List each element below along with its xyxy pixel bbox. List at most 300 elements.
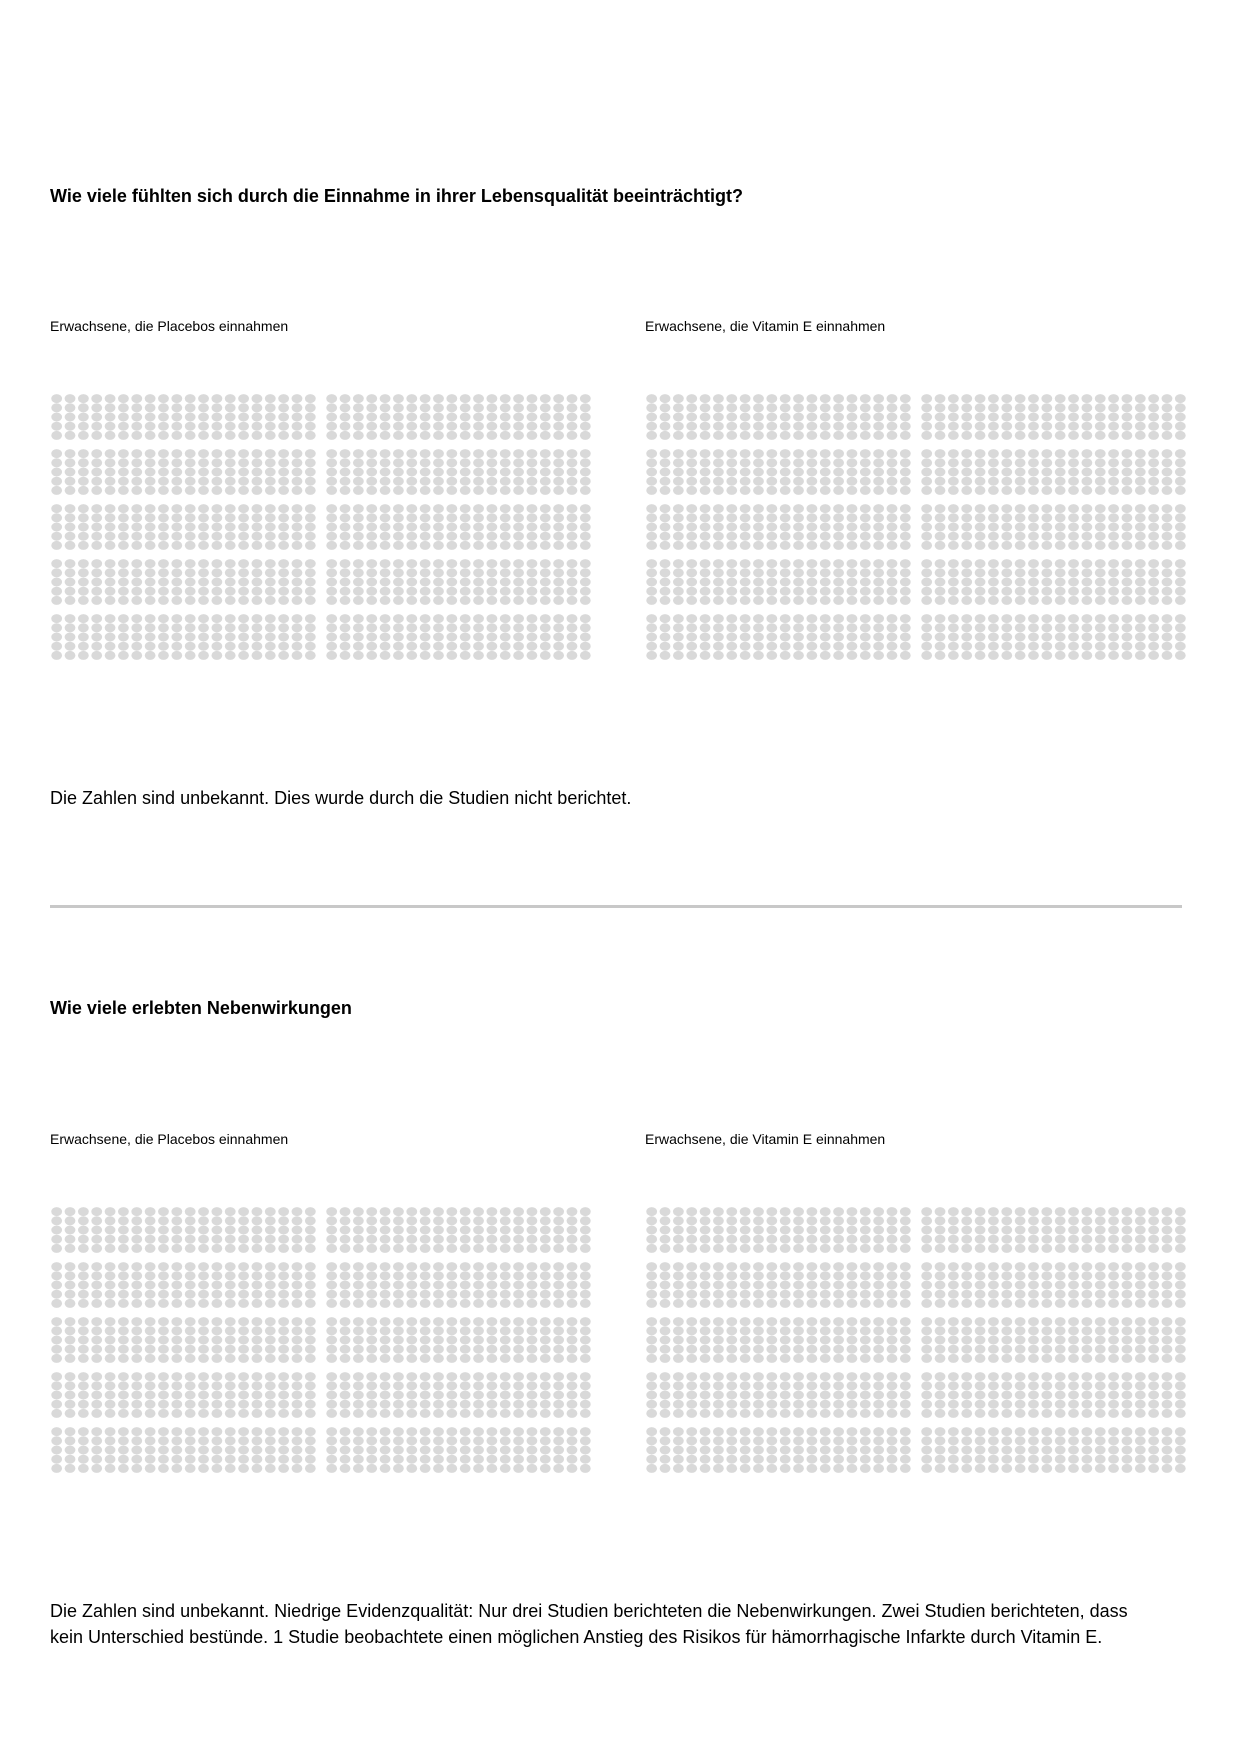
person-dot	[78, 1464, 89, 1473]
person-dot	[65, 513, 76, 522]
person-dot	[118, 523, 129, 532]
person-dot	[486, 1354, 497, 1363]
person-dot	[1175, 1400, 1186, 1409]
person-dot	[673, 1299, 684, 1308]
person-dot	[340, 1244, 351, 1253]
person-dot	[1001, 413, 1012, 422]
person-dot	[873, 578, 884, 587]
person-dot	[1015, 623, 1026, 632]
person-dot	[51, 523, 62, 532]
person-dot	[65, 1299, 76, 1308]
person-dot	[406, 1409, 417, 1418]
person-dot	[1081, 1455, 1092, 1464]
person-dot	[1135, 394, 1146, 403]
person-dot	[500, 1244, 511, 1253]
person-dot	[847, 1381, 858, 1390]
person-dot	[446, 1381, 457, 1390]
person-dot	[1015, 504, 1026, 513]
person-dot	[873, 422, 884, 431]
person-dot	[887, 1381, 898, 1390]
person-dot	[1148, 578, 1159, 587]
person-dot	[553, 1391, 564, 1400]
person-dot	[975, 1244, 986, 1253]
person-dot	[433, 541, 444, 550]
person-dot	[353, 1262, 364, 1271]
person-dot	[380, 1345, 391, 1354]
person-dot	[500, 1317, 511, 1326]
person-dot	[1095, 532, 1106, 541]
person-dot	[171, 1455, 182, 1464]
person-dot	[158, 532, 169, 541]
person-dot	[793, 1427, 804, 1436]
person-dot	[833, 523, 844, 532]
person-dot	[292, 477, 303, 486]
person-dot	[1095, 1290, 1106, 1299]
person-dot	[252, 394, 263, 403]
person-dot	[473, 1207, 484, 1216]
person-dot	[793, 1436, 804, 1445]
person-dot	[820, 1326, 831, 1335]
person-dot	[433, 523, 444, 532]
person-dot	[1122, 523, 1133, 532]
person-dot	[873, 1326, 884, 1335]
person-dot	[567, 458, 578, 467]
person-dot	[900, 523, 911, 532]
person-dot	[873, 413, 884, 422]
person-dot	[833, 1235, 844, 1244]
person-dot	[988, 431, 999, 440]
person-dot	[567, 1207, 578, 1216]
person-dot	[105, 504, 116, 513]
person-dot	[185, 394, 196, 403]
person-dot	[145, 1271, 156, 1280]
person-dot	[131, 1244, 142, 1253]
person-dot	[806, 633, 817, 642]
person-dot	[833, 1290, 844, 1299]
person-dot	[948, 1235, 959, 1244]
person-dot	[305, 1345, 316, 1354]
person-dot	[513, 1345, 524, 1354]
person-dot	[900, 1244, 911, 1253]
person-dot	[65, 568, 76, 577]
person-dot	[580, 1455, 591, 1464]
person-dot	[78, 578, 89, 587]
group-label-vitamin-e: Erwachsene, die Vitamin E einnahmen	[645, 1131, 886, 1147]
person-dot	[847, 504, 858, 513]
person-dot	[900, 1216, 911, 1225]
person-dot	[252, 422, 263, 431]
person-dot	[513, 1354, 524, 1363]
person-dot	[1081, 1216, 1092, 1225]
person-dot	[211, 1207, 222, 1216]
person-dot	[1028, 587, 1039, 596]
person-dot	[446, 1271, 457, 1280]
person-dot	[171, 486, 182, 495]
person-dot	[887, 1455, 898, 1464]
person-dot	[393, 1281, 404, 1290]
person-dot	[1095, 1391, 1106, 1400]
person-dot	[646, 403, 657, 412]
person-dot	[198, 642, 209, 651]
person-dot	[713, 532, 724, 541]
person-dot	[118, 1317, 129, 1326]
person-dot	[713, 651, 724, 660]
person-dot	[686, 394, 697, 403]
person-dot	[700, 1372, 711, 1381]
person-dot	[860, 1235, 871, 1244]
person-dot	[820, 1391, 831, 1400]
person-dot	[198, 578, 209, 587]
person-dot	[887, 1446, 898, 1455]
person-dot	[553, 1235, 564, 1244]
person-dot	[567, 1391, 578, 1400]
person-dot	[513, 1372, 524, 1381]
person-dot	[873, 1271, 884, 1280]
person-dot	[158, 614, 169, 623]
person-dot	[91, 1409, 102, 1418]
person-dot	[1041, 468, 1052, 477]
person-dot	[1041, 1345, 1052, 1354]
person-dot	[1081, 1299, 1092, 1308]
person-dot	[420, 1354, 431, 1363]
person-dot	[1122, 651, 1133, 660]
person-dot	[553, 651, 564, 660]
person-dot	[305, 1354, 316, 1363]
person-dot	[1148, 1354, 1159, 1363]
person-dot	[238, 1409, 249, 1418]
person-dot	[486, 504, 497, 513]
person-dot	[975, 523, 986, 532]
person-dot	[51, 578, 62, 587]
person-dot	[961, 513, 972, 522]
person-dot	[486, 1216, 497, 1225]
person-dot	[1015, 633, 1026, 642]
person-dot	[1055, 1391, 1066, 1400]
person-dot	[65, 477, 76, 486]
person-dot	[1135, 587, 1146, 596]
person-dot	[305, 1336, 316, 1345]
person-dot	[393, 1271, 404, 1280]
person-dot	[948, 449, 959, 458]
person-dot	[1148, 1207, 1159, 1216]
person-dot	[292, 458, 303, 467]
person-dot	[1015, 1354, 1026, 1363]
person-dot	[975, 1372, 986, 1381]
person-dot	[278, 1446, 289, 1455]
person-dot	[393, 504, 404, 513]
person-dot	[158, 578, 169, 587]
person-dot	[726, 422, 737, 431]
person-dot	[1122, 1345, 1133, 1354]
person-dot	[91, 1317, 102, 1326]
person-dot	[105, 1436, 116, 1445]
person-dot	[1015, 449, 1026, 458]
person-dot	[1028, 1299, 1039, 1308]
person-dot	[366, 578, 377, 587]
person-dot	[1015, 578, 1026, 587]
person-dot	[660, 559, 671, 568]
person-dot	[646, 1281, 657, 1290]
person-dot	[833, 633, 844, 642]
person-dot	[806, 587, 817, 596]
person-dot	[806, 1464, 817, 1473]
person-dot	[948, 1427, 959, 1436]
person-dot	[873, 513, 884, 522]
dot-grid-placebo	[50, 1207, 592, 1473]
person-dot	[948, 1299, 959, 1308]
person-dot	[1122, 1235, 1133, 1244]
person-dot	[847, 513, 858, 522]
person-dot	[513, 596, 524, 605]
person-dot	[1081, 1271, 1092, 1280]
person-dot	[252, 1290, 263, 1299]
person-dot	[158, 1281, 169, 1290]
person-dot	[686, 413, 697, 422]
person-dot	[198, 1271, 209, 1280]
person-dot	[486, 1299, 497, 1308]
person-dot	[91, 486, 102, 495]
person-dot	[406, 449, 417, 458]
person-dot	[460, 1235, 471, 1244]
person-dot	[673, 1464, 684, 1473]
person-dot	[1028, 623, 1039, 632]
person-dot	[225, 1409, 236, 1418]
person-dot	[340, 403, 351, 412]
person-dot	[580, 1281, 591, 1290]
person-dot	[225, 596, 236, 605]
person-dot	[406, 578, 417, 587]
person-dot	[340, 1226, 351, 1235]
section-divider	[50, 905, 1182, 908]
person-dot	[660, 513, 671, 522]
person-dot	[473, 642, 484, 651]
person-dot	[238, 1400, 249, 1409]
person-dot	[105, 1271, 116, 1280]
person-dot	[580, 468, 591, 477]
person-dot	[793, 413, 804, 422]
person-dot	[65, 1455, 76, 1464]
person-dot	[793, 1244, 804, 1253]
person-dot	[78, 1281, 89, 1290]
person-dot	[366, 486, 377, 495]
person-dot	[1081, 449, 1092, 458]
person-dot	[366, 1381, 377, 1390]
person-dot	[726, 1455, 737, 1464]
person-dot	[553, 541, 564, 550]
person-dot	[793, 458, 804, 467]
person-dot	[766, 596, 777, 605]
person-dot	[686, 449, 697, 458]
person-dot	[988, 541, 999, 550]
person-dot	[686, 651, 697, 660]
person-dot	[211, 1391, 222, 1400]
person-dot	[158, 1409, 169, 1418]
person-dot	[820, 458, 831, 467]
person-dot	[1148, 1345, 1159, 1354]
person-dot	[513, 422, 524, 431]
person-dot	[948, 1244, 959, 1253]
person-dot	[847, 1427, 858, 1436]
person-dot	[78, 642, 89, 651]
person-dot	[1162, 431, 1173, 440]
person-dot	[353, 1372, 364, 1381]
person-dot	[700, 449, 711, 458]
person-dot	[935, 1409, 946, 1418]
person-dot	[673, 1409, 684, 1418]
person-dot	[278, 1391, 289, 1400]
person-dot	[753, 633, 764, 642]
person-dot	[900, 413, 911, 422]
person-dot	[118, 486, 129, 495]
person-dot	[806, 413, 817, 422]
person-dot	[252, 458, 263, 467]
person-dot	[473, 513, 484, 522]
person-dot	[713, 596, 724, 605]
person-dot	[460, 568, 471, 577]
person-dot	[252, 651, 263, 660]
person-dot	[873, 1290, 884, 1299]
person-dot	[131, 449, 142, 458]
person-dot	[65, 1345, 76, 1354]
person-dot	[935, 1427, 946, 1436]
person-dot	[366, 1391, 377, 1400]
person-dot	[513, 633, 524, 642]
person-dot	[833, 504, 844, 513]
person-dot	[700, 1262, 711, 1271]
person-dot	[948, 633, 959, 642]
person-dot	[1108, 541, 1119, 550]
person-dot	[961, 449, 972, 458]
person-dot	[873, 596, 884, 605]
person-dot	[713, 1207, 724, 1216]
person-dot	[673, 477, 684, 486]
person-dot	[145, 596, 156, 605]
person-dot	[460, 1207, 471, 1216]
person-dot	[660, 1381, 671, 1390]
person-dot	[305, 1235, 316, 1244]
person-dot	[265, 633, 276, 642]
person-dot	[540, 449, 551, 458]
person-dot	[847, 1436, 858, 1445]
person-dot	[847, 1226, 858, 1235]
person-dot	[1095, 1427, 1106, 1436]
person-dot	[726, 477, 737, 486]
person-dot	[292, 1446, 303, 1455]
person-dot	[486, 523, 497, 532]
person-dot	[1015, 532, 1026, 541]
person-dot	[158, 394, 169, 403]
person-dot	[500, 504, 511, 513]
person-dot	[961, 1381, 972, 1390]
person-dot	[988, 1381, 999, 1390]
person-dot	[948, 541, 959, 550]
person-dot	[753, 1464, 764, 1473]
person-dot	[65, 413, 76, 422]
person-dot	[567, 1372, 578, 1381]
person-dot	[527, 1271, 538, 1280]
person-dot	[118, 1281, 129, 1290]
person-dot	[1081, 1281, 1092, 1290]
person-dot	[51, 633, 62, 642]
person-dot	[366, 458, 377, 467]
person-dot	[1041, 1391, 1052, 1400]
person-dot	[975, 1271, 986, 1280]
person-dot	[540, 1372, 551, 1381]
person-dot	[185, 596, 196, 605]
person-dot	[1162, 1436, 1173, 1445]
person-dot	[1135, 614, 1146, 623]
person-dot	[567, 431, 578, 440]
person-dot	[1001, 1207, 1012, 1216]
person-dot	[660, 413, 671, 422]
person-dot	[860, 614, 871, 623]
person-dot	[91, 1299, 102, 1308]
person-dot	[580, 394, 591, 403]
person-dot	[1135, 651, 1146, 660]
person-dot	[185, 1235, 196, 1244]
person-dot	[900, 1354, 911, 1363]
person-dot	[292, 1381, 303, 1390]
person-dot	[446, 523, 457, 532]
person-dot	[353, 1345, 364, 1354]
person-dot	[393, 587, 404, 596]
person-dot	[1108, 1381, 1119, 1390]
person-dot	[78, 614, 89, 623]
person-dot	[948, 596, 959, 605]
person-dot	[700, 1244, 711, 1253]
person-dot	[380, 504, 391, 513]
person-dot	[567, 1244, 578, 1253]
person-dot	[91, 541, 102, 550]
person-dot	[766, 458, 777, 467]
person-dot	[486, 559, 497, 568]
person-dot	[961, 1409, 972, 1418]
person-dot	[265, 1391, 276, 1400]
person-dot	[900, 1226, 911, 1235]
person-dot	[540, 614, 551, 623]
person-dot	[105, 559, 116, 568]
person-dot	[1015, 651, 1026, 660]
person-dot	[158, 1216, 169, 1225]
person-dot	[486, 1281, 497, 1290]
person-dot	[198, 1391, 209, 1400]
person-dot	[1162, 1381, 1173, 1390]
person-dot	[1175, 422, 1186, 431]
person-dot	[700, 623, 711, 632]
person-dot	[340, 1290, 351, 1299]
person-dot	[1122, 532, 1133, 541]
person-dot	[211, 1464, 222, 1473]
person-dot	[873, 1244, 884, 1253]
person-dot	[700, 1326, 711, 1335]
person-dot	[1162, 568, 1173, 577]
person-dot	[673, 1381, 684, 1390]
person-dot	[553, 422, 564, 431]
person-dot	[1135, 1381, 1146, 1390]
person-dot	[1015, 486, 1026, 495]
person-dot	[433, 596, 444, 605]
person-dot	[105, 1464, 116, 1473]
person-dot	[948, 458, 959, 467]
person-dot	[292, 633, 303, 642]
person-dot	[975, 431, 986, 440]
person-dot	[700, 486, 711, 495]
person-dot	[198, 633, 209, 642]
person-dot	[185, 651, 196, 660]
person-dot	[265, 541, 276, 550]
person-dot	[326, 578, 337, 587]
person-dot	[673, 1455, 684, 1464]
